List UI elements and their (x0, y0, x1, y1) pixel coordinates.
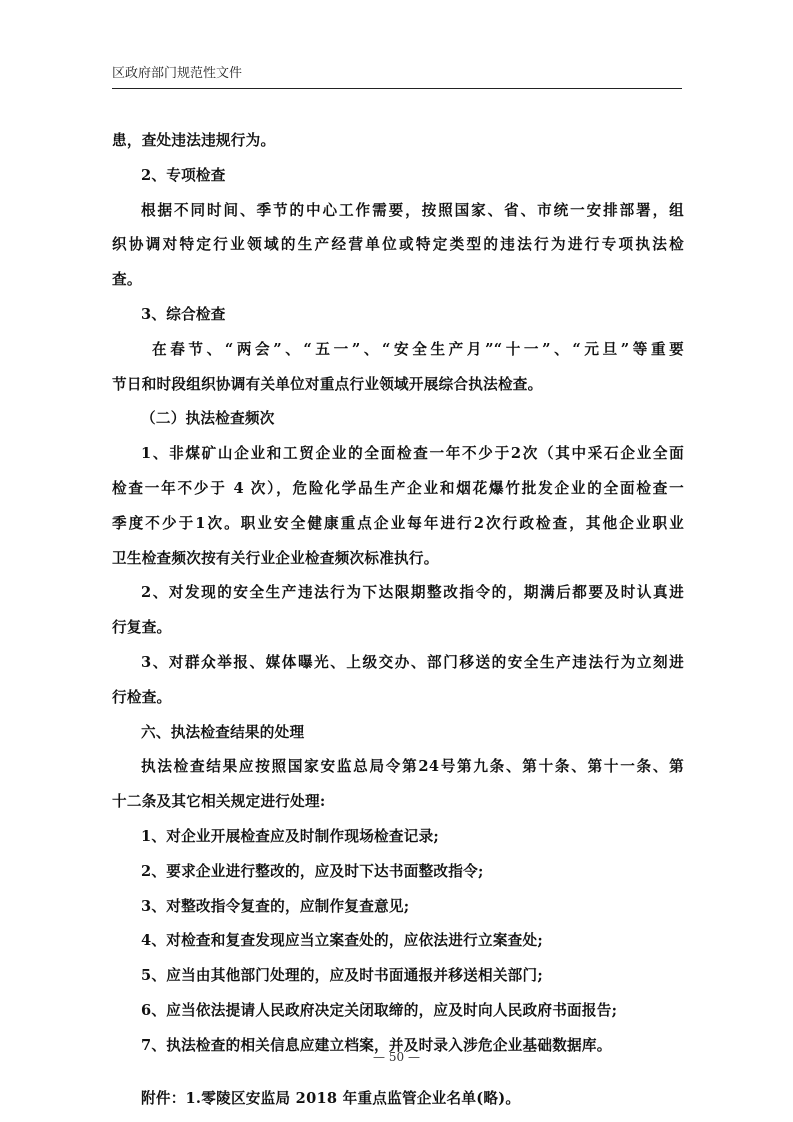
text-line: 检查一年不少于 4 次），危险化学品生产企业和烟花爆竹批发企业的全面检查一 (112, 479, 684, 497)
text-line: 3、对群众举报、媒体曝光、上级交办、部门移送的安全生产违法行为立刻进 (141, 653, 684, 671)
text-line: 在春节、“两会”、“五一”、“安全生产月”“十一”、“元旦”等重要 (152, 340, 684, 358)
text-line: 季度不少于1次。职业安全健康重点企业每年进行2次行政检查，其他企业职业 (112, 514, 684, 532)
list-item: 1、对企业开展检查应及时制作现场检查记录; (141, 827, 440, 845)
list-item: 4、对检查和复查发现应当立案查处的，应依法进行立案查处; (141, 932, 543, 950)
text-line: 根据不同时间、季节的中心工作需要，按照国家、省、市统一安排部署，组 (141, 201, 684, 219)
subheading-comprehensive-inspection: 3、综合检查 (141, 305, 226, 323)
text-line: 行检查。 (112, 688, 172, 706)
list-item: 3、对整改指令复查的，应制作复查意见; (141, 897, 410, 915)
section-heading-frequency: （二）执法检查频次 (141, 410, 275, 428)
text-line: 行复查。 (112, 619, 172, 637)
list-item: 6、应当依法提请人民政府决定关闭取缔的，应及时向人民政府书面报告; (141, 1001, 618, 1019)
paragraph-gap (112, 1064, 684, 1082)
page-number: — 50 — (373, 1050, 420, 1064)
text-line: 患，查处违法违规行为。 (112, 132, 276, 149)
subheading-special-inspection: 2、专项检查 (141, 166, 226, 184)
text-line: 1、非煤矿山企业和工贸企业的全面检查一年不少于2次（其中采石企业全面 (141, 445, 684, 463)
list-item: 7、执法检查的相关信息应建立档案，并及时录入涉危企业基础数据库。 (141, 1036, 612, 1054)
list-item: 2、要求企业进行整改的，应及时下达书面整改指令; (141, 862, 484, 880)
attachment-note: 附件：1.零陵区安监局 2018 年重点监管企业名单(略)。 (141, 1089, 521, 1107)
running-header: 区政府部门规范性文件 (112, 66, 243, 81)
text-line: 查。 (112, 271, 142, 289)
text-line: 节日和时段组织协调有关单位对重点行业领域开展综合执法检查。 (112, 375, 543, 393)
document-body (112, 124, 684, 1116)
list-item: 5、应当由其他部门处理的，应及时书面通报并移送相关部门; (141, 967, 543, 985)
text-line: 执法检查结果应按照国家安监总局令第24号第九条、第十条、第十一条、第 (141, 758, 684, 776)
text-line: 织协调对特定行业领域的生产经营单位或特定类型的违法行为进行专项执法检 (112, 236, 684, 254)
text-line: 十二条及其它相关规定进行处理: (112, 793, 326, 811)
section-heading-results: 六、执法检查结果的处理 (141, 723, 305, 741)
text-line: 2、对发现的安全生产违法行为下达限期整改指令的，期满后都要及时认真进 (141, 584, 684, 602)
text-line: 卫生检查频次按有关行业企业检查频次标准执行。 (112, 549, 439, 567)
header-divider (112, 88, 682, 89)
